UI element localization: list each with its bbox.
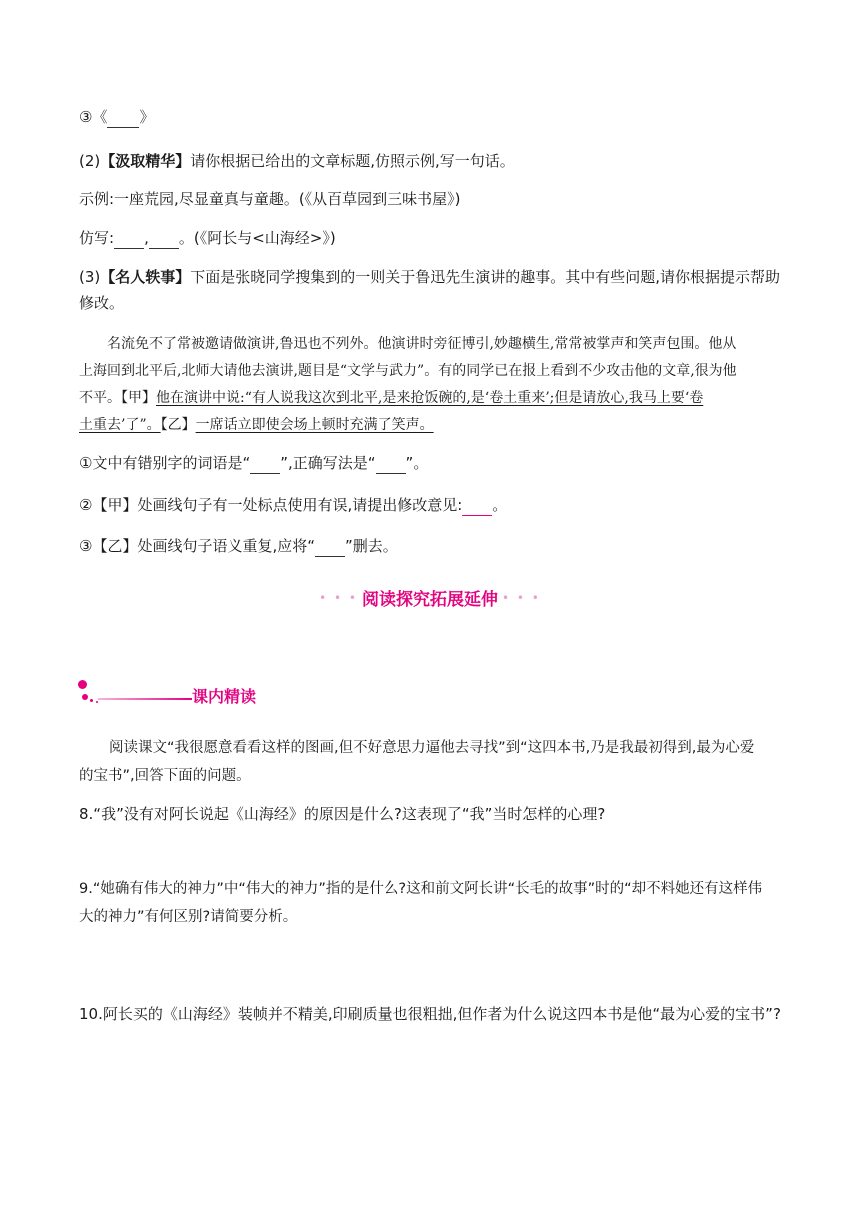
question-8 [79,803,605,825]
item3-prefix: ③《 [79,108,108,126]
passage-line-4 [79,414,789,436]
question-text: 请你根据已给出的文章标题,仿照示例,写一句话。 [190,152,515,170]
example-text: 示例:一座荒园,尽显童真与童趣。(《从百草园到三味书屋》) [79,190,461,208]
imitate-prefix: 仿写: [79,229,115,247]
decorative-dot-icon [96,701,98,703]
question-3 [79,266,780,288]
sub-question-3 [79,535,398,557]
sub-question-text: ”,正确写法是“ [280,454,376,472]
decorative-dot-icon [90,699,93,702]
passage-text: 上海回到北平后,北师大请他去演讲,题目是“文学与武力”。有的同学已在报上看到不少攻击他的文章,很为他 [79,363,737,379]
intro-paragraph [79,734,789,790]
passage-text: 不平。【甲】 [79,390,156,406]
sub-question-text: 。 [492,496,508,514]
imitate-line [79,227,336,249]
underlined-sentence-jia: 土重去’了”。 [79,417,161,433]
imitate-suffix: 。(《阿长与<山海经>》) [178,229,336,247]
passage-line-1 [79,333,789,355]
passage-line-2 [79,360,789,382]
passage-line-3 [79,387,789,409]
question-text: 大的神力”有何区别?请简要分析。 [79,909,298,925]
sub-question-1 [79,452,428,474]
subsection-heading [76,678,296,712]
example-line [79,188,461,210]
question-3-cont [79,292,124,314]
question-text: 9.“她确有伟大的神力”中“伟大的神力”指的是什么?这和前文阿长讲“长毛的故事”时的“却不料她还有这样伟 [79,881,763,897]
answer-blank [114,232,144,249]
underlined-sentence-yi: 一席话立即使会场上顿时充满了笑声。 [195,417,434,433]
answer-blank [376,457,406,474]
answer-blank [462,499,492,516]
question-text: 10.阿长买的《山海经》装帧并不精美,印刷质量也很粗拙,但作者为什么说这四本书是他“最为心爱的宝书”? [79,1005,781,1023]
sub-question-2 [79,494,507,516]
underlined-sentence-jia: 他在演讲中说:“有人说我这次到北平,是来抢饭碗的,是‘卷土重来’;但是请放心,我马上要‘卷 [156,390,704,406]
decorative-line [98,698,192,700]
answer-blank [250,457,280,474]
question-9 [79,875,789,931]
question-10 [79,1003,781,1025]
question-tag: 【汲取精华】 [100,152,191,170]
question-number: (3) [79,268,101,286]
question-number: (2) [79,152,101,170]
question-tag: 【名人轶事】 [100,268,191,286]
sub-question-text: ”删去。 [345,537,398,555]
question-text: 下面是张晓同学搜集到的一则关于鲁迅先生演讲的趣事。其中有些问题,请你根据提示帮助 [190,268,781,286]
intro-text: 的宝书”,回答下面的问题。 [79,768,251,784]
intro-text: 阅读课文“我很愿意看看这样的图画,但不好意思力逼他去寻找”到“这四本书,乃是我最初得到,最为心爱 [109,740,755,756]
section-title: 阅读探究拓展延伸 [362,590,498,610]
answer-blank [107,111,139,128]
passage-text: 名流免不了常被邀请做演讲,鲁迅也不列外。他演讲时旁征博引,妙趣横生,常常被掌声和笑声包围。他从 [107,336,737,352]
imitate-comma: , [144,229,149,247]
item3-suffix: 》 [139,108,155,126]
sub-question-text: ”。 [405,454,429,472]
question-text: 8.“我”没有对阿长说起《山海经》的原因是什么?这表现了“我”当时怎样的心理? [79,805,606,823]
subsection-title: 课内精读 [192,687,257,706]
question-2 [79,150,515,172]
decorative-dot-icon [78,680,87,689]
item3-line [79,106,154,128]
answer-blank [149,232,179,249]
question-text: 修改。 [79,294,125,312]
sub-question-text: ③【乙】处画线句子语义重复,应将“ [79,537,315,555]
sub-question-text: ①文中有错别字的词语是“ [79,454,251,472]
decorative-dot-icon [82,694,88,700]
sub-question-text: ②【甲】处画线句子有一处标点使用有误,请提出修改意见: [79,496,463,514]
answer-blank [315,540,345,557]
passage-marker: 【乙】 [160,417,196,433]
section-banner [0,585,860,610]
decorative-dots: • • • [319,590,358,605]
decorative-dots: • • • [502,590,541,605]
